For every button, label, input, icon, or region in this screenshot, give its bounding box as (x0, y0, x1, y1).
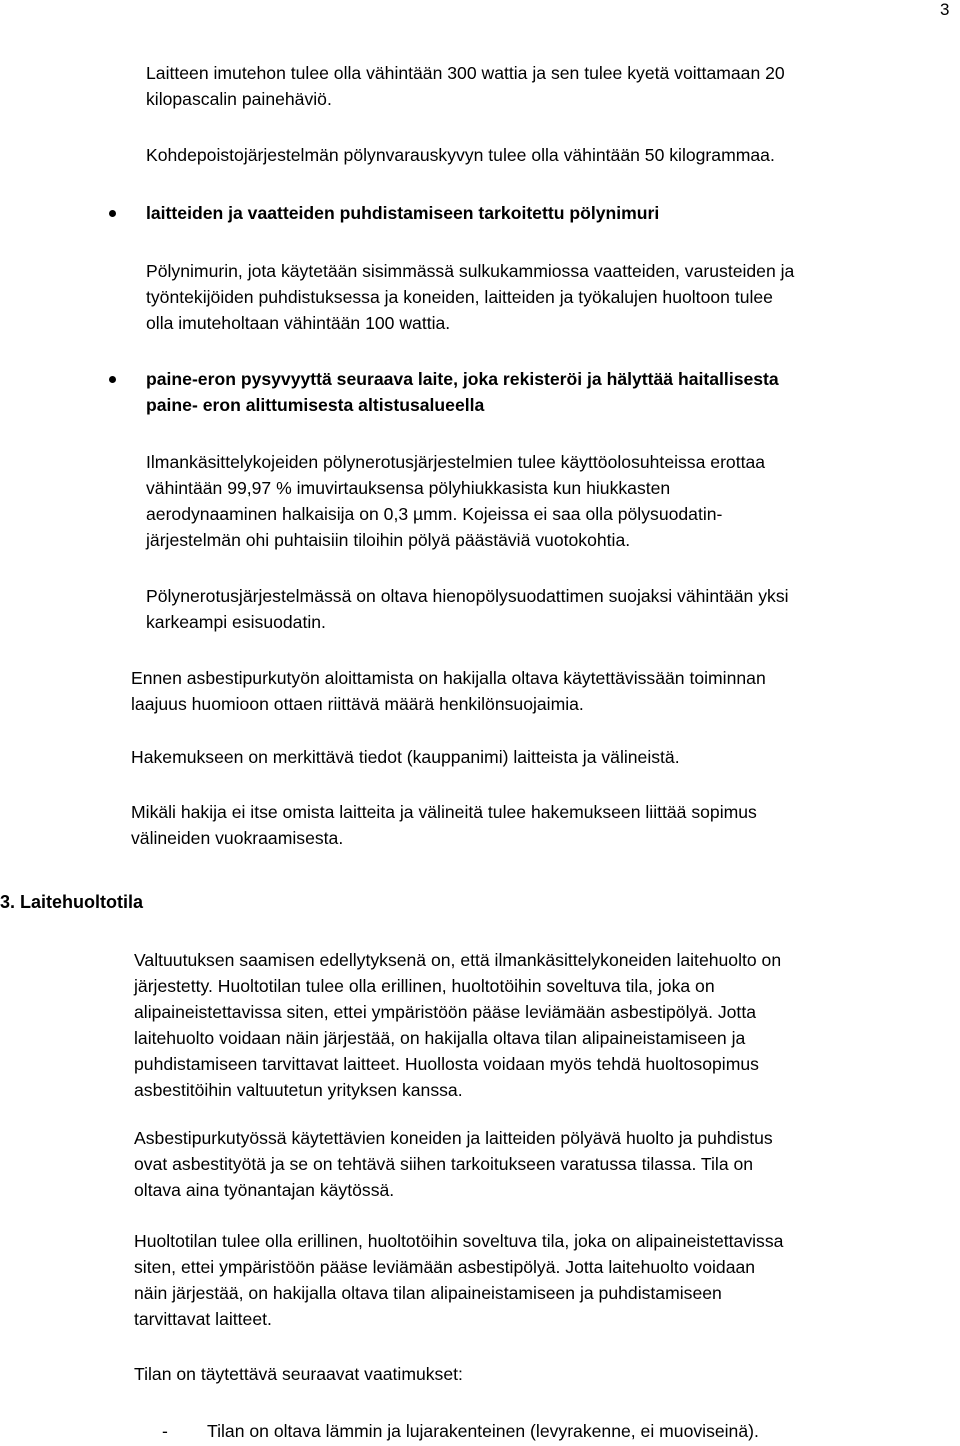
text-line: Mikäli hakija ei itse omista laitteita ja välineitä tulee hakemukseen liittää sopimus (131, 802, 757, 822)
paragraph-ilmankasittely (146, 449, 765, 553)
paragraph-polynimuri (146, 258, 794, 336)
text-line: Ilmankäsittelykojeiden pölynerotusjärjestelmien tulee käyttöolosuhteissa erottaa (146, 452, 766, 472)
text-line: karkeampi esisuodatin. (146, 612, 326, 632)
list-item (207, 1418, 759, 1444)
text-line: asbestitöihin valtuutetun yrityksen kanssa. (134, 1080, 463, 1100)
paragraph-hakemukseen (131, 744, 680, 770)
text-line: alipaineistettavissa siten, ettei ympäristöön pääse leviämään asbestipölyä. Jotta (134, 1002, 756, 1022)
list-dash: - (162, 1421, 168, 1441)
paragraph-polynerotus (146, 583, 789, 635)
text-line: Tilan on täytettävä seuraavat vaatimukset: (134, 1364, 463, 1384)
text-line: välineiden vuokraamisesta. (131, 828, 344, 848)
text-line: Hakemukseen on merkittävä tiedot (kauppanimi) laitteista ja välineistä. (131, 747, 680, 767)
section-heading: 3. Laitehuoltotila (0, 892, 144, 912)
text-line: Pölynimurin, jota käytetään sisimmässä sulkukammiossa vaatteiden, varusteiden ja (146, 261, 795, 281)
text-line: Huoltotilan tulee olla erillinen, huoltotöihin soveltuva tila, joka on alipaineistettavissa (134, 1231, 784, 1251)
bullet-item-title (146, 366, 779, 418)
text-line: oltava aina työnantajan käytössä. (134, 1180, 395, 1200)
text-line: Kohdepoistojärjestelmän pölynvarauskyvyn tulee olla vähintään 50 kilogrammaa. (146, 145, 775, 165)
paragraph-huoltotilan (134, 1228, 783, 1332)
text-line: kilopascalin painehäviö. (146, 89, 332, 109)
text-line: siten, ettei ympäristöön pääse leviämään asbestipölyä. Jotta laitehuolto voidaan (134, 1257, 756, 1277)
paragraph-valtuutuksen (134, 947, 781, 1103)
text-line: laajuus huomioon ottaen riittävä määrä henkilönsuojaimia. (131, 694, 584, 714)
text-line: laitteiden ja vaatteiden puhdistamiseen tarkoitettu pölynimuri (146, 203, 660, 223)
text-line: Laitteen imutehon tulee olla vähintään 300 wattia ja sen tulee kyetä voittamaan 20 (146, 63, 785, 83)
text-line: näin järjestää, on hakijalla oltava tilan alipaineistamiseen ja puhdistamiseen (134, 1283, 722, 1303)
text-line: järjestelmän ohi puhtaisiin tiloihin pölyä päästäviä vuotokohtia. (146, 530, 631, 550)
bullet-icon (109, 210, 116, 217)
text-line: tarvittavat laitteet. (134, 1309, 272, 1329)
text-line: Pölynerotusjärjestelmässä on oltava hienopölysuodattimen suojaksi vähintään yksi (146, 586, 789, 606)
text-line: laitehuolto voidaan näin järjestää, on hakijalla oltava tilan alipaineistamiseen ja (134, 1028, 746, 1048)
text-line: puhdistamiseen tarvittavat laitteet. Huollosta voidaan myös tehdä huoltosopimus (134, 1054, 759, 1074)
paragraph-mikali (131, 799, 757, 851)
text-line: vähintään 99,97 % imuvirtauksensa pölyhiukkasista kun hiukkasten (146, 478, 671, 498)
page-number: 3 (940, 0, 950, 19)
text-line: Ennen asbestipurkutyön aloittamista on hakijalla oltava käytettävissään toiminnan (131, 668, 766, 688)
paragraph-asbestipurkutyossa (134, 1125, 773, 1203)
bullet-icon (109, 376, 116, 383)
text-line: olla imuteholtaan vähintään 100 wattia. (146, 313, 451, 333)
text-line: ovat asbestityötä ja se on tehtävä siihen tarkoitukseen varatussa tilassa. Tila on (134, 1154, 754, 1174)
text-line: paine-eron pysyvyyttä seuraava laite, joka rekisteröi ja hälyttää haitallisesta (146, 369, 779, 389)
text-line: Asbestipurkutyössä käytettävien koneiden ja laitteiden pölyävä huolto ja puhdistus (134, 1128, 773, 1148)
text-line: järjestetty. Huoltotilan tulee olla erillinen, huoltotöihin soveltuva tila, joka on (134, 976, 715, 996)
text-line: Tilan on oltava lämmin ja lujarakenteinen (levyrakenne, ei muoviseinä). (207, 1421, 759, 1441)
paragraph-tilan (134, 1361, 463, 1387)
paragraph-ennen (131, 665, 766, 717)
paragraph-imuteho (146, 60, 785, 112)
text-line: Valtuutuksen saamisen edellytyksenä on, että ilmankäsittelykoneiden laitehuolto on (134, 950, 782, 970)
bullet-item-title (146, 200, 659, 226)
text-line: paine- eron alittumisesta altistusalueella (146, 395, 485, 415)
text-line: aerodynaaminen halkaisija on 0,3 µmm. Kojeissa ei saa olla pölysuodatin- (146, 504, 723, 524)
text-line: työntekijöiden puhdistuksessa ja koneiden, laitteiden ja työkalujen huoltoon tulee (146, 287, 773, 307)
paragraph-kohdepoisto (146, 142, 775, 168)
